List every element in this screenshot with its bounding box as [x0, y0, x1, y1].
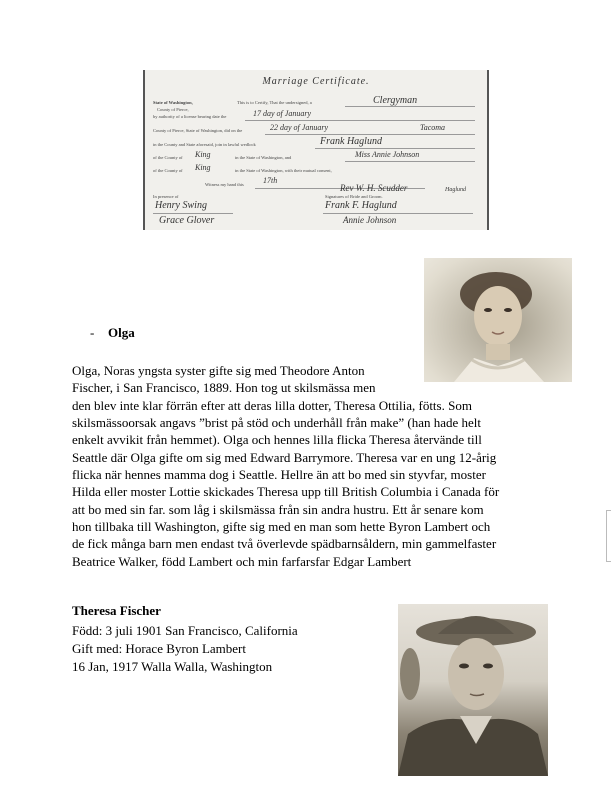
olga-paragraph-line: Olga, Noras yngsta syster gifte sig med Theodore Anton	[72, 363, 365, 378]
page-edge-marker	[606, 510, 611, 562]
certificate-line-2: by authority of a license bearing date the	[153, 114, 227, 119]
certificate-line-1: This is to Certify, That the undersigned, a	[237, 100, 312, 105]
certificate-rule	[315, 148, 475, 149]
olga-paragraph-line: Seattle där Olga gifte om sig med Edward Barrymore. Theresa var en ung 12-årig	[72, 450, 497, 465]
certificate-rule	[323, 213, 473, 214]
theresa-born: Född: 3 juli 1901 San Francisco, California	[72, 623, 298, 638]
theresa-marriage-date-place: 16 Jan, 1917 Walla Walla, Washington	[72, 659, 273, 674]
olga-paragraph-line: Fischer, i San Francisco, 1889. Hon tog ut skilsmässa men	[72, 380, 376, 395]
olga-paragraph-line: hon tillbaka till Washington, gifte sig med en man som hette Byron Lambert och	[72, 519, 491, 534]
olga-portrait-photo	[424, 258, 572, 382]
certificate-handwriting-witness2: Grace Glover	[159, 215, 215, 226]
certificate-line-3: County of Pierce, State of Washington, did on the	[153, 128, 243, 133]
marriage-certificate-image	[143, 70, 489, 230]
theresa-married: Gift med: Horace Byron Lambert	[72, 641, 246, 656]
olga-paragraph-line: Beatrice Walker, född Lambert och min farfarsfar Edgar Lambert	[72, 554, 412, 569]
certificate-handwriting-date2: 22 day of January	[270, 123, 328, 132]
certificate-rule	[245, 120, 475, 121]
olga-heading: Olga	[108, 325, 135, 340]
certificate-title: Marriage Certificate.	[262, 76, 370, 87]
olga-paragraph-line: enkelt avvikit från hemmet). Olga och hennes lilla flicka Theresa återvände till	[72, 432, 482, 447]
certificate-state-label: State of Washington,	[153, 100, 193, 105]
certificate-rule	[345, 161, 475, 162]
certificate-handwriting-sig-bride: Annie Johnson	[343, 215, 397, 225]
certificate-handwriting-clergyman: Clergyman	[373, 95, 418, 106]
olga-paragraph-line: de fick många barn men endast två överlevde spädbarnsåldern, min gammelfaster	[72, 536, 497, 551]
certificate-line-6: in the State of Washington, and	[235, 155, 292, 160]
certificate-rule	[345, 106, 475, 107]
olga-paragraph-line: Hilda eller moster Lottie skickades Theresa upp till British Columbia i Canada för	[72, 484, 500, 499]
certificate-line-8: in the State of Washington, with their mutual consent,	[235, 168, 332, 173]
certificate-handwriting-officiant: Rev W. H. Scudder	[340, 183, 408, 193]
certificate-rule	[265, 134, 475, 135]
certificate-handwriting-witness1: Henry Swing	[155, 200, 207, 211]
certificate-handwriting-date1: 17 day of January	[253, 109, 311, 118]
certificate-handwriting-bride: Miss Annie Johnson	[355, 150, 420, 159]
certificate-handwriting-groom: Frank Haglund	[320, 136, 382, 147]
certificate-handwriting-county1: King	[195, 150, 211, 159]
man-portrait-drawing	[398, 604, 548, 776]
certificate-county-label: County of Pierce,	[157, 107, 189, 112]
certificate-handwriting-place: Tacoma	[420, 123, 446, 132]
olga-paragraph-line: att bo med sin far. som låg i skilsmässa från sin andra hustru. Ett år senare kom	[72, 502, 484, 517]
certificate-handwriting-extra: Haglund	[445, 187, 466, 193]
certificate-handwriting-sig-groom: Frank F. Haglund	[325, 200, 397, 211]
theresa-name-heading: Theresa Fischer	[72, 603, 161, 618]
certificate-handwriting-county2: King	[195, 163, 211, 172]
certificate-presence-label: In presence of	[153, 194, 179, 199]
olga-paragraph-line: skilsmässoorsak angavs ”brist på stöd och underhåll från make” (han hade helt	[72, 415, 482, 430]
olga-paragraph-line: den blev inte klar förrän efter att deras lilla dotter, Theresa Ottilia, fötts. Som	[72, 398, 472, 413]
olga-portrait-drawing	[424, 258, 572, 382]
man-portrait-photo	[398, 604, 548, 776]
certificate-witness-text: Witness my hand this	[205, 182, 244, 187]
certificate-line-4: in the County and State aforesaid, join in lawful wedlock	[153, 142, 256, 147]
olga-paragraph-line: flicka när hennes mamma dog i Seattle. Hellre än att bo med sin styvfar, moster	[72, 467, 486, 482]
certificate-line-7: of the County of	[153, 168, 183, 173]
certificate-rule	[153, 213, 233, 214]
olga-bullet: -	[90, 325, 95, 340]
certificate-handwriting-witness-day: 17th	[263, 176, 278, 185]
certificate-line-5: of the County of	[153, 155, 183, 160]
certificate-signatures-label: Signatures of Bride and Groom.	[325, 194, 383, 199]
